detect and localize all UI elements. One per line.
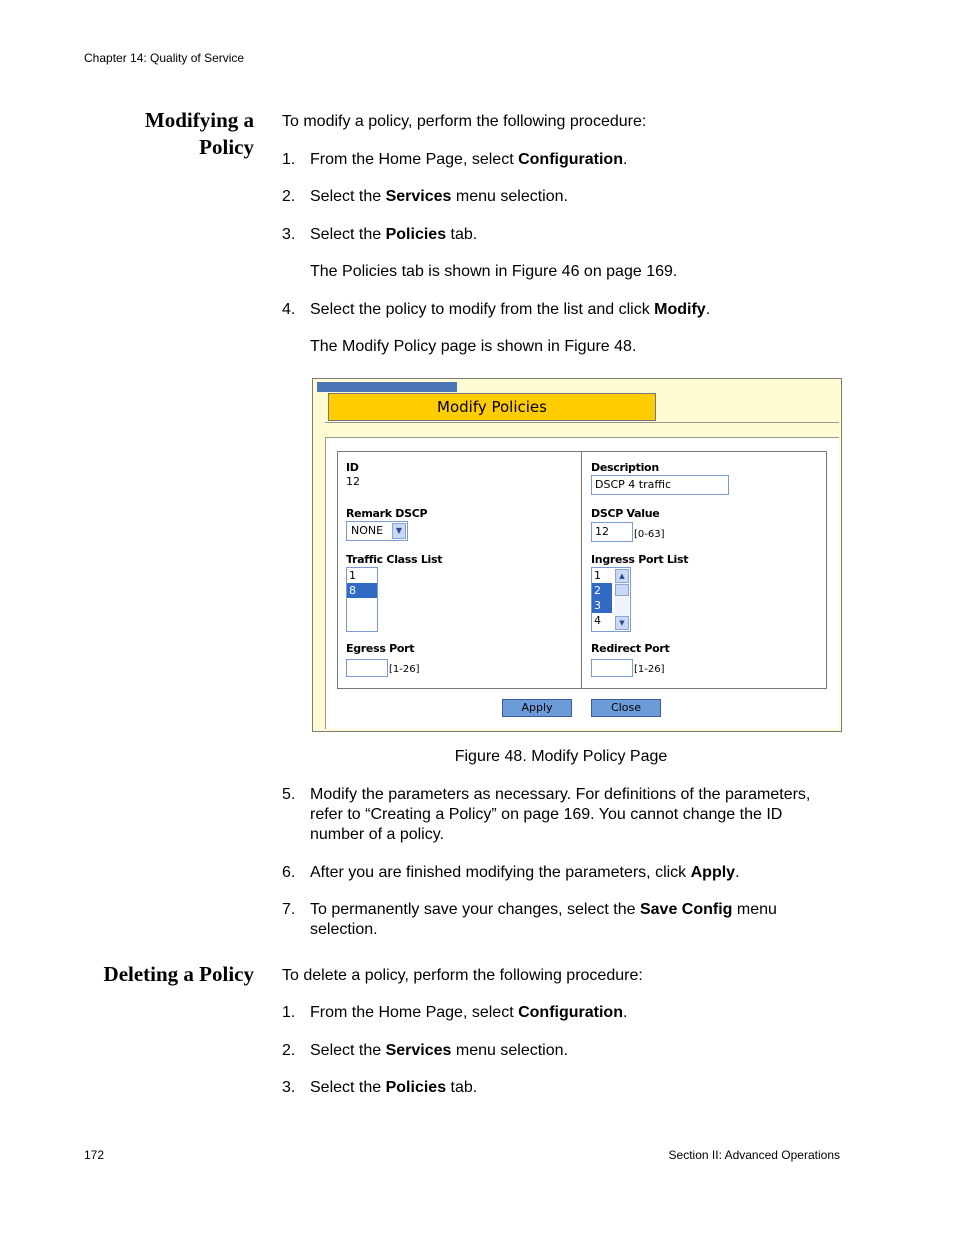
list-item[interactable]: 8 [347,583,377,598]
step-text: Modify the parameters as necessary. For definitions of the parameters, refer to “Creating a Policy” on page 169. You cannot change the ID number of a policy. [310,786,811,843]
ingress-scrollbar[interactable] [615,569,629,630]
redirect-range: [1-26] [634,664,665,675]
section-title-modifying [100,107,254,161]
egress-port-input[interactable] [346,659,388,677]
step-note: The Modify Policy page is shown in Figure 48. [310,338,637,355]
remark-dscp-value: NONE [351,524,384,537]
list-item[interactable]: 4 [594,614,601,627]
step-item [282,1003,842,1023]
traffic-class-label: Traffic Class List [346,553,443,566]
step-item [282,900,842,940]
page-number: 172 [84,1148,105,1162]
form-column-divider [581,451,582,689]
step-number: 2. [282,1042,296,1059]
redirect-port-label: Redirect Port [591,642,670,655]
step-text: Select the Services menu selection. [310,188,568,205]
ingress-port-label: Ingress Port List [591,553,689,566]
section-title-line2: Policy [199,135,254,159]
running-header: Chapter 14: Quality of Service [84,51,245,65]
step-text: Select the Policies tab. [310,226,478,243]
list-item[interactable]: 1 [594,569,601,582]
figure-tab-strip [317,382,457,392]
chevron-down-icon[interactable]: ▼ [392,523,406,539]
redirect-port-input[interactable] [591,659,633,677]
remark-dscp-select[interactable] [346,521,408,541]
list-item[interactable]: 1 [349,569,356,582]
id-value: 12 [346,475,360,488]
step-number: 3. [282,226,296,243]
step-item [282,1078,842,1098]
dscp-range: [0-63] [634,529,665,540]
ingress-port-list[interactable] [591,567,631,632]
description-input[interactable]: DSCP 4 traffic [591,475,729,495]
chevron-down-icon[interactable]: ▼ [615,616,629,630]
step-item [282,187,842,207]
step-number: 5. [282,786,296,803]
step-number: 1. [282,151,296,168]
figure-caption: Figure 48. Modify Policy Page [454,748,668,765]
intro-text: To delete a policy, perform the following procedure: [282,967,643,984]
step-item [282,785,842,845]
id-label: ID [346,461,359,474]
step-text: To permanently save your changes, select the Save Config menu selection. [310,901,777,938]
step-number: 3. [282,1079,296,1096]
figure-divider [325,422,839,423]
scroll-thumb[interactable] [615,584,629,596]
step-number: 2. [282,188,296,205]
section-title-deleting: Deleting a Policy [103,962,254,986]
step-number: 7. [282,901,296,918]
section-title-line1: Modifying a [144,108,254,132]
step-number: 4. [282,301,296,318]
egress-port-label: Egress Port [346,642,415,655]
traffic-class-list[interactable] [346,567,378,632]
step-item [282,863,842,883]
dscp-value-label: DSCP Value [591,507,660,520]
figure-modify-policy [312,378,842,732]
chevron-up-icon[interactable]: ▲ [615,569,629,583]
step-text: From the Home Page, select Configuration. [310,151,628,168]
running-footer: Section II: Advanced Operations [668,1148,840,1162]
remark-dscp-label: Remark DSCP [346,507,428,520]
step-number: 1. [282,1004,296,1021]
step-item [282,300,842,320]
close-button[interactable]: Close [591,699,661,717]
step-note: The Policies tab is shown in Figure 46 on page 169. [310,263,678,280]
step-text: Select the policy to modify from the list and click Modify. [310,301,711,318]
dscp-value-input[interactable]: 12 [591,522,633,542]
step-item [282,150,842,170]
egress-range: [1-26] [389,664,420,675]
figure-title: Modify Policies [328,393,656,421]
step-text: After you are finished modifying the parameters, click Apply. [310,864,740,881]
list-item[interactable]: 2 [592,583,612,598]
list-item[interactable]: 3 [592,598,612,613]
step-item [282,1041,842,1061]
step-text: Select the Services menu selection. [310,1042,568,1059]
step-text: Select the Policies tab. [310,1079,478,1096]
step-text: From the Home Page, select Configuration. [310,1004,628,1021]
step-item [282,225,842,245]
step-number: 6. [282,864,296,881]
apply-button[interactable]: Apply [502,699,572,717]
intro-text: To modify a policy, perform the following procedure: [282,113,647,130]
description-label: Description [591,461,659,474]
